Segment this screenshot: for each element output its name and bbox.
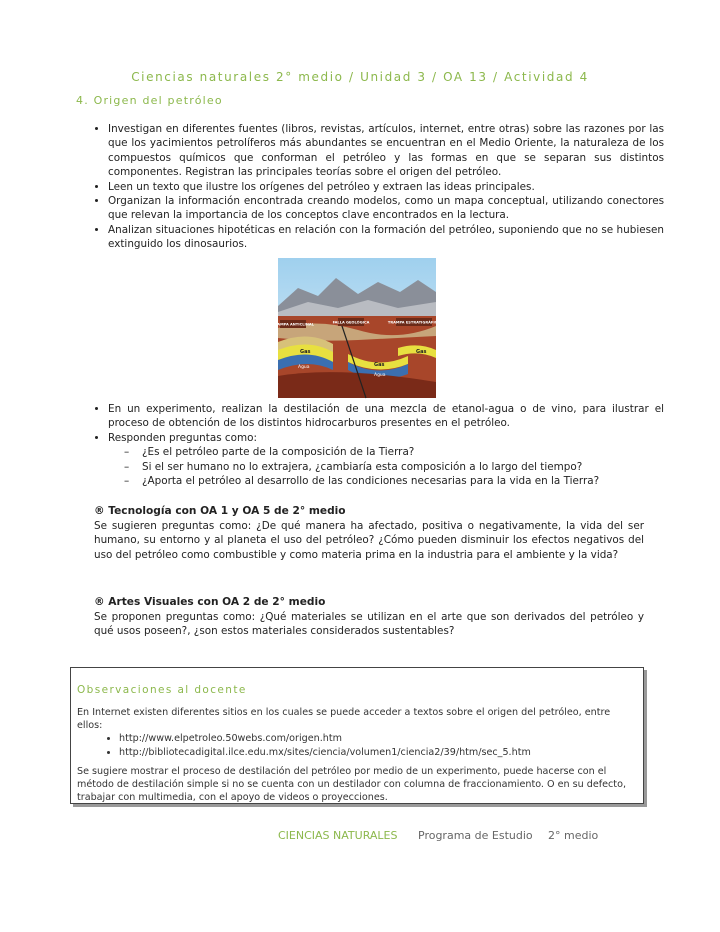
arts-title: ® Artes Visuales con OA 2 de 2° medio <box>94 596 326 608</box>
list-item: • Investigan en diferentes fuentes (libros, revistas, artículos, internet, entre otras) sobre las razones por las que los yacimientos petrolíferos más abundantes se encuentran en el Medio Oriente, la naturaleza de los compuestos químicos que conforman el petróleo y las formas en que se separan sus distintos componentes. Registran las principales teorías sobre el origen del petróleo. <box>108 122 664 180</box>
figure-label: FALLA GEOLÓGICA <box>332 320 370 325</box>
teacher-notes-intro: En Internet existen diferentes sitios en los cuales se puede acceder a textos sobre el origen del petróleo, entre ellos: <box>77 707 611 732</box>
technology-text: Se sugieren preguntas como: ¿De qué manera ha afectado, positiva o negativamente, la vida del ser humano, su entorno y al planeta el uso del petróleo? ¿Cómo pueden disminuir los efectos negativos del uso del petróleo como combustible y como materia prima en la industria para el ambiente y la vida? <box>94 519 644 561</box>
technology-connection <box>94 504 644 562</box>
footer-program: Programa de Estudio <box>418 829 533 842</box>
arts-connection <box>94 595 644 639</box>
activity-list-2 <box>88 402 664 488</box>
question-item: – ¿Aporta el petróleo al desarrollo de las condiciones necesarias para la vida en la Tierra? <box>120 474 664 488</box>
resource-link[interactable]: • http://bibliotecadigital.ilce.edu.mx/sites/ciencia/volumen1/ciencia2/39/htm/sec_5.htm <box>119 746 635 759</box>
teacher-notes-text: Se sugiere mostrar el proceso de destilación del petróleo por medio de un experimento, puede hacerse con el método de destilación simple si no se cuenta con un destilador con columna de fraccionamiento. O en su defecto, trabajar con multimedia, con el apoyo de videos o proyecciones. <box>77 765 626 804</box>
figure-label: Agua <box>374 373 386 378</box>
question-item: – Si el ser humano no lo extrajera, ¿cambiaría esta composición a lo largo del tiempo? <box>120 460 664 474</box>
footer-subject: CIENCIAS NATURALES <box>278 829 398 842</box>
activity-list <box>88 122 664 252</box>
figure-label: TRAMPA ANTICLINAL <box>272 322 314 327</box>
page-header: Ciencias naturales 2° medio / Unidad 3 / OA 13 / Actividad 4 <box>131 70 589 84</box>
teacher-notes-box <box>70 667 644 804</box>
question-item: – ¿Es el petróleo parte de la composición de la Tierra? <box>120 445 664 459</box>
arts-text: Se proponen preguntas como: ¿Qué materiales se utilizan en el arte que son derivados del petróleo y qué usos poseen?, ¿son estos materiales considerados sustentables? <box>94 610 644 638</box>
list-item: • En un experimento, realizan la destilación de una mezcla de etanol-agua o de vino, para ilustrar el proceso de obtención de los distintos hidrocarburos presentes en el petróleo. <box>108 402 664 431</box>
section-title: 4. Origen del petróleo <box>76 94 223 107</box>
list-item-label: Responden preguntas como: <box>108 431 257 444</box>
teacher-notes-body <box>77 706 635 804</box>
list-item: • Leen un texto que ilustre los orígenes del petróleo y extraen las ideas principales. <box>108 180 664 194</box>
figure-label: Gas <box>300 349 311 355</box>
link-list <box>77 732 635 758</box>
footer-grade: 2° medio <box>548 829 599 842</box>
list-item: • Analizan situaciones hipotéticas en relación con la formación del petróleo, suponiendo que no se hubiesen extinguido los dinosaurios. <box>108 223 664 252</box>
list-item: • Organizan la información encontrada creando modelos, como un mapa conceptual, utilizando conectores que relevan la importancia de los conceptos clave encontrados en la lectura. <box>108 194 664 223</box>
resource-link[interactable]: • http://www.elpetroleo.50webs.com/origen.htm <box>119 732 635 745</box>
question-list <box>108 445 664 488</box>
figure-label: Gas <box>374 362 385 368</box>
petroleum-trap-illustration <box>272 258 441 398</box>
figure-label: Gas <box>416 349 427 355</box>
technology-title: ® Tecnología con OA 1 y OA 5 de 2° medio <box>94 505 346 517</box>
list-item <box>108 431 664 489</box>
figure-label: Agua <box>298 365 310 370</box>
figure-label: TRAMPA ESTRATIGRÁFICA <box>387 320 441 325</box>
teacher-notes-title: Observaciones al docente <box>77 684 247 696</box>
